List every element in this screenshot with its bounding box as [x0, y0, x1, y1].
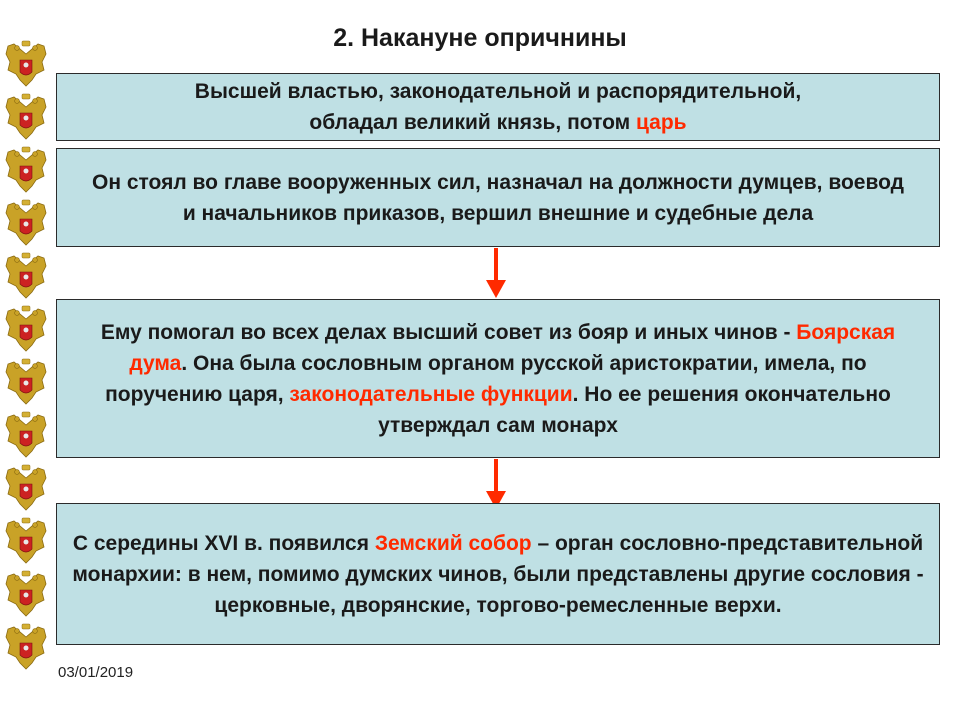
box3-part3: . Но ее решения окончательно утверждал сам монарх: [378, 382, 891, 437]
box4-text: [57, 528, 939, 621]
box1-line1: Высшей властью, законодательной и распорядительной,: [194, 80, 802, 103]
double-headed-eagle-icon: [4, 199, 48, 249]
double-headed-eagle-icon: [4, 464, 48, 514]
box-zemsky-sobor: [56, 503, 940, 645]
double-headed-eagle-icon: [4, 305, 48, 355]
box3-part2: . Она была сословным органом русской аристократии, имела, по поручению царя,: [105, 351, 867, 406]
box1-highlight: царь: [636, 111, 687, 134]
double-headed-eagle-icon: [4, 517, 48, 567]
double-headed-eagle-icon: [4, 411, 48, 461]
box-boyar-duma: [56, 299, 940, 458]
double-headed-eagle-icon: [4, 146, 48, 196]
double-headed-eagle-icon: [4, 93, 48, 143]
box4-highlight-sobor: Земский собор: [374, 531, 532, 555]
box4-part1: С середины XVI в. появился: [72, 531, 375, 555]
box3-part1: Ему помогал во всех делах высший совет из бояр и иных чинов -: [100, 320, 797, 344]
arrow-down-icon: [484, 248, 508, 300]
box-tsar-duties: [56, 148, 940, 247]
box4-part2: – орган сословно-представительной монархии: в нем, помимо думских чинов, были представлены другие сословия - церковные, дворянские, торгово-ремесленные верхи.: [72, 531, 924, 617]
double-headed-eagle-icon: [4, 570, 48, 620]
box2-text: Он стоял во главе вооруженных сил, назначал на должности думцев, воевод и начальников приказов, вершил внешние и судебные дела: [92, 170, 904, 225]
box3-highlight-duma: Боярская дума: [129, 320, 896, 375]
box1-line2: обладал великий князь, потом: [309, 111, 636, 134]
box-supreme-power-text: [183, 76, 813, 138]
slide-title: 2. Накануне опричнины: [333, 24, 627, 52]
slide-date: 03/01/2019: [58, 664, 134, 681]
double-headed-eagle-icon: [4, 252, 48, 302]
box-supreme-power: [56, 73, 940, 141]
double-headed-eagle-icon: [4, 623, 48, 673]
box3-text: [57, 317, 939, 441]
double-headed-eagle-icon: [4, 358, 48, 408]
box3-highlight-functions: законодательные функции: [289, 382, 573, 406]
eagle-column: [0, 40, 52, 680]
